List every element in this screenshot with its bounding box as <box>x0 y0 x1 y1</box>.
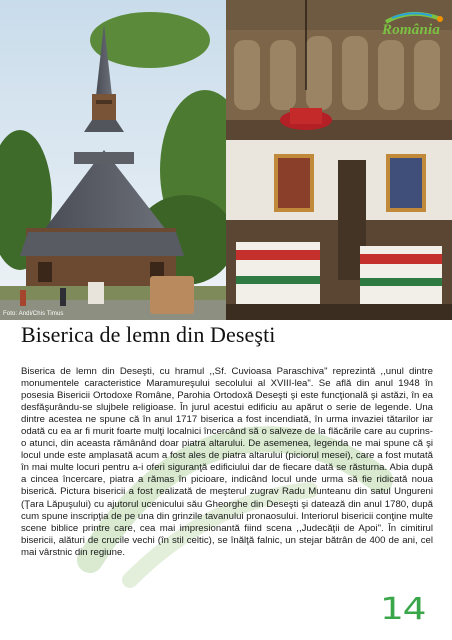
brand-logo-text: România <box>382 22 441 38</box>
wooden-church-photo <box>0 0 226 320</box>
article-title: Biserica de lemn din Deseşti <box>21 322 276 347</box>
romania-brand-logo <box>380 10 446 44</box>
article-body: Biserica de lemn din Deseşti, cu hramul ,,Sf. Cuvioasa Paraschiva" reprezintă ,,unul dintre monumentele caracteristice Maramureşului secolului al XVIII-lea". Se află din anul 1948 în posesia Bisericii Ortodoxe Române, Parohia Ortodoxă Deseşti şi este funcţională şi astăzi, în ea desfăşurându-se slujbele religioase. În jurul acestui edificiu au apărut o serie de legende. Una dintre acestea ne spune că în anul 1717 biserica a fost incendiată, în urma invaziei tătarilor iar odată cu ea ar fi murit foarte mulţi localnici încercând să o salveze de la flăcările care au cuprins-o atunci, din aceasta rămânând doar piatra altarului. De asemenea, legenda ne mai spune că şi locul unde este amplasată acum a fost ales de piatra altarului (piciorul mesei), care a fost mutată în mai multe locuri pentru a-i oferi siguranţă edificiului dar de fiecare dată se răsturna. Abia după a cincea încercare, piatra a rămas în picioare, indicând locul unde urma să fie ridicată noua biserică. Pictura bisericii a fost realizată de meşterul zugrav Radu Munteanu din satul Ungureni (Ţara Lăpuşului) cu ajutorul ucenicului său Gheorghe din Deseşti şi datează din anul 1780, după cum spune inscripţia de pe una din grinzile tavanului pronaosului. Interiorul bisericii conţine multe scene biblice printre care, cea mai impresionantă fiind scena ,,Judecăţii de Apoi". În cimitirul bisericii, alături de crucile vechi (în stil celtic), se înălţă falnic, un stejar bătrân de 400 de ani, cel mai vârstnic din regiune. <box>21 366 433 558</box>
photo-credit: Foto: Andi/Chis Timus <box>3 311 64 317</box>
church-interior-altar-photo-icon <box>226 0 452 320</box>
wooden-church-photo-icon <box>0 0 226 320</box>
church-interior-photo <box>226 0 452 320</box>
page-number: 14 <box>380 592 426 627</box>
